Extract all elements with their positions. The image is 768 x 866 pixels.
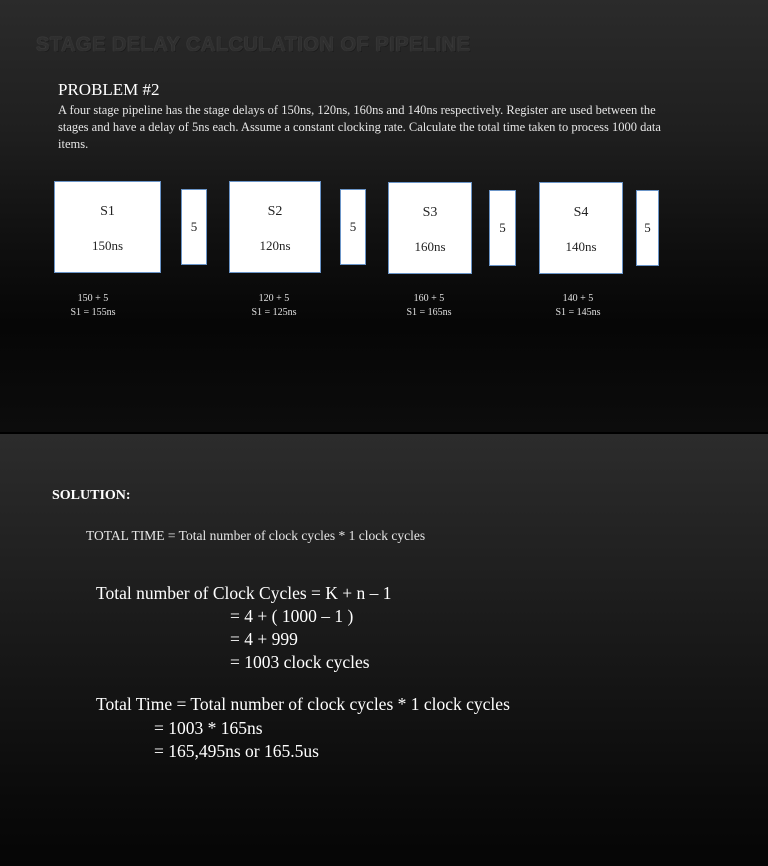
stage-delay: 160ns	[414, 239, 446, 254]
slide-title: STAGE DELAY CALCULATION OF PIPELINE	[36, 34, 471, 56]
time-step-1: = 1003 * 165ns	[154, 718, 263, 738]
stage-delay: 150ns	[91, 238, 124, 253]
register-delay: 5	[349, 219, 357, 234]
calc-sum: 120 + 5	[258, 293, 290, 304]
stage-label: S3	[422, 205, 438, 220]
stage-calc-s4	[555, 292, 600, 320]
calc-sum: 140 + 5	[562, 293, 594, 304]
stage-label: S1	[100, 204, 115, 219]
register-delay: 5	[644, 220, 651, 235]
register-delay: 5	[190, 219, 198, 234]
time-formula: Total Time = Total number of clock cycles * 1 clock cycles	[96, 694, 510, 714]
calc-sum: 150 + 5	[77, 293, 109, 304]
stage-box-s2	[229, 181, 321, 273]
cycles-formula: Total number of Clock Cycles = K + n – 1	[96, 583, 392, 603]
problem-heading: PROBLEM #2	[58, 80, 160, 99]
calc-result: S1 = 145ns	[555, 307, 601, 318]
stage-box-s4	[539, 182, 623, 274]
stage-box-s3	[388, 182, 472, 274]
calc-sum: 160 + 5	[413, 293, 445, 304]
solution-heading: SOLUTION:	[52, 488, 131, 503]
total-time-formula: TOTAL TIME = Total number of clock cycles * 1 clock cycles	[86, 528, 426, 543]
calc-result: S1 = 125ns	[251, 307, 297, 318]
cycles-step-1: = 4 + ( 1000 – 1 )	[230, 606, 354, 626]
calc-result: S1 = 165ns	[406, 307, 452, 318]
time-result: = 165,495ns or 165.5us	[154, 741, 319, 761]
register-box-3	[489, 190, 516, 266]
register-box-1	[181, 189, 207, 265]
register-box-2	[340, 189, 366, 265]
slide-solution	[0, 434, 768, 866]
stage-delay: 120ns	[259, 238, 291, 253]
stage-label: S4	[573, 205, 589, 220]
cycles-result: = 1003 clock cycles	[230, 652, 370, 672]
stage-calc-s1	[70, 292, 115, 320]
stage-delay: 140ns	[565, 239, 597, 254]
slide-problem	[0, 0, 768, 432]
stage-box-s1	[54, 181, 161, 273]
stage-calc-s3	[406, 292, 451, 320]
calc-result: S1 = 155ns	[70, 307, 116, 318]
cycles-step-2: = 4 + 999	[230, 629, 298, 649]
register-delay: 5	[499, 220, 506, 235]
register-box-4	[636, 190, 659, 266]
stage-label: S2	[267, 204, 283, 219]
problem-text: A four stage pipeline has the stage delays of 150ns, 120ns, 160ns and 140ns respectively. Register are used between the stages and have a delay of 5ns each. Assume a constant clocking rate. Calculate the total time taken to process 1000 data items.	[58, 103, 661, 151]
stage-calc-s2	[251, 292, 296, 320]
